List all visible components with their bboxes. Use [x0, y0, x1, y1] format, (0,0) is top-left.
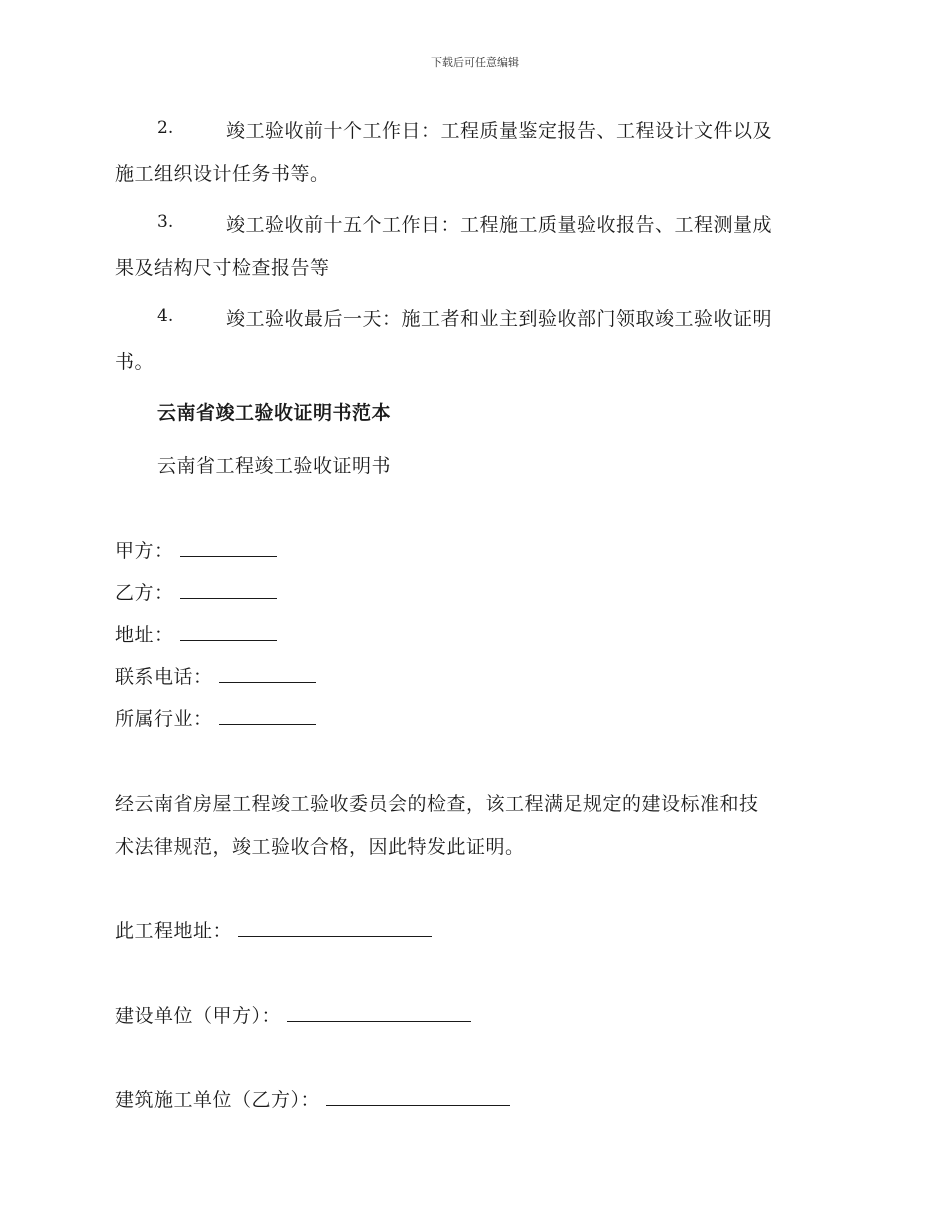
project-address-label: 此工程地址：	[115, 920, 233, 942]
address-blank[interactable]	[180, 622, 277, 641]
party-b-label: 乙方：	[115, 582, 174, 604]
item-text-continued: 果及结构尺寸检查报告等	[115, 257, 330, 279]
item-text: 竣工验收前十个工作日：工程质量鉴定报告、工程设计文件以及	[226, 120, 773, 142]
project-address-blank[interactable]	[238, 918, 432, 937]
contractor-blank[interactable]	[326, 1087, 510, 1106]
contractor-field	[115, 1085, 510, 1112]
builder-label: 建设单位（甲方）：	[115, 1005, 282, 1027]
item-text-continued: 施工组织设计任务书等。	[115, 163, 330, 185]
industry-blank[interactable]	[219, 706, 316, 725]
project-address-field	[115, 916, 432, 943]
industry-field	[115, 704, 316, 731]
builder-blank[interactable]	[287, 1003, 471, 1022]
item-number: 2.	[157, 118, 174, 138]
industry-label: 所属行业：	[115, 708, 213, 730]
page-header: 下载后可任意编辑	[431, 56, 519, 69]
party-a-blank[interactable]	[180, 538, 277, 557]
item-number: 4.	[157, 306, 174, 326]
builder-field	[115, 1001, 471, 1028]
item-text: 竣工验收最后一天：施工者和业主到验收部门领取竣工验收证明	[226, 308, 773, 330]
phone-label: 联系电话：	[115, 666, 213, 688]
party-b-field	[115, 578, 277, 605]
phone-blank[interactable]	[219, 664, 316, 683]
item-number: 3.	[157, 212, 174, 232]
address-field	[115, 620, 277, 647]
party-a-label: 甲方：	[115, 540, 174, 562]
statement-text: 经云南省房屋工程竣工验收委员会的检查，该工程满足规定的建设标准和技	[115, 793, 759, 815]
phone-field	[115, 662, 316, 689]
party-a-field	[115, 536, 277, 563]
party-b-blank[interactable]	[180, 580, 277, 599]
item-text-continued: 书。	[115, 351, 155, 373]
address-label: 地址：	[115, 624, 174, 646]
contractor-label: 建筑施工单位（乙方）：	[115, 1089, 321, 1111]
statement-text-continued: 术法律规范，竣工验收合格，因此特发此证明。	[115, 836, 525, 858]
item-text: 竣工验收前十五个工作日：工程施工质量验收报告、工程测量成	[226, 214, 773, 236]
document-title: 云南省工程竣工验收证明书	[157, 455, 392, 477]
section-title: 云南省竣工验收证明书范本	[157, 402, 392, 424]
